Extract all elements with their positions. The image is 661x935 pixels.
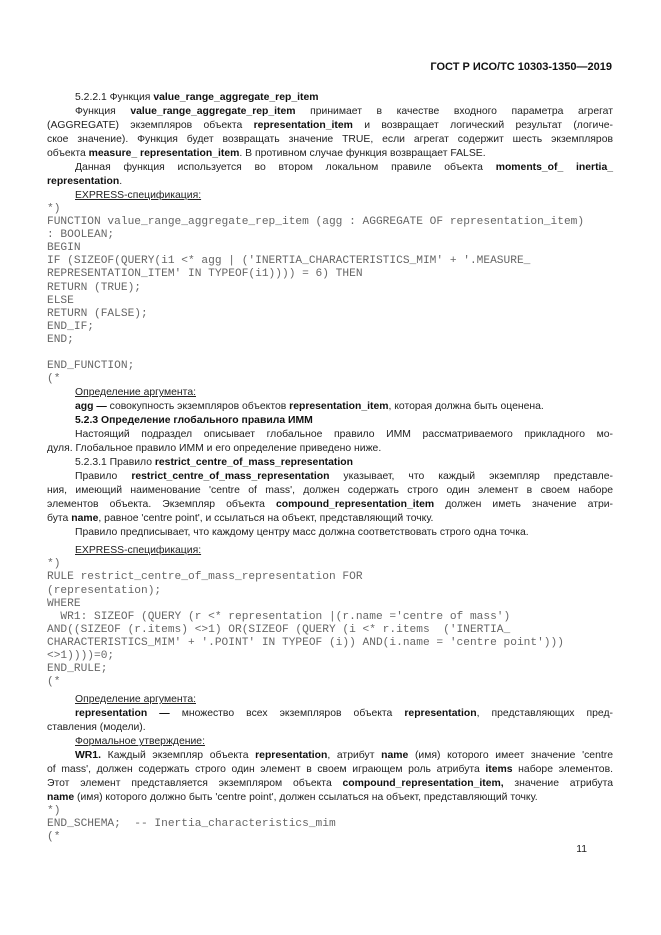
text-run: множество всех экземпляров объекта <box>181 708 405 720</box>
code-line: (representation); <box>47 584 162 597</box>
text-run: Данная функция используется во втором локальном правиле объекта <box>75 162 496 173</box>
bold-term: — <box>93 401 110 413</box>
text-line <box>47 400 613 414</box>
code-line: RETURN (FALSE); <box>47 307 148 320</box>
text-run: ское значение). Функция будет возвращать значение TRUE, если агрегат содержит шесть экземпляров <box>47 134 613 145</box>
bold-term: agg <box>75 401 94 413</box>
bold-term: representation_item <box>289 401 389 413</box>
section-label: Формальное утверждение: <box>75 736 205 748</box>
bold-term: representation <box>47 176 120 187</box>
text-run: of mass', должен содержать строго один элемент в своем играющем роль атрибута <box>47 764 486 776</box>
text-run: , представляющих пред- <box>476 708 613 720</box>
code-line: END_FUNCTION; <box>47 360 135 373</box>
section-heading <box>47 456 613 470</box>
bold-term: representation <box>255 750 328 762</box>
text-line <box>47 133 613 147</box>
text-run: Функция <box>75 106 131 117</box>
bold-term: name <box>47 792 75 804</box>
text-run: , атрибут <box>327 750 382 762</box>
text-run: Правило <box>75 471 132 483</box>
text-line <box>47 428 613 442</box>
text-run: объекта <box>47 148 89 159</box>
text-line <box>47 707 613 721</box>
code-line: END_SCHEMA; -- Inertia_characteristics_mim <box>47 818 336 831</box>
page-number: 11 <box>576 844 587 855</box>
text-run: указывает, что каждый экземпляр представле- <box>329 471 613 483</box>
code-line: WR1: SIZEOF (QUERY (r <* representation |(r.name ='centre of mass') <box>47 610 511 623</box>
bold-term: representation <box>404 708 477 720</box>
code-line: BEGIN <box>47 242 81 255</box>
text-run: принимает в качестве входного параметра агрегат <box>295 106 613 117</box>
text-line <box>47 119 613 133</box>
document-body <box>47 91 613 845</box>
text-run: . <box>119 176 123 187</box>
code-line: CHARACTERISTICS_MIM' + '.POINT' IN TYPEOF (i)) AND(i.name = 'centre point'))) <box>47 636 571 649</box>
bold-term: compound_representation_item <box>275 499 435 511</box>
text-run: значение атрибута <box>503 778 613 790</box>
bold-term: compound_representation_item, <box>342 778 504 790</box>
text-run: элементов объекта. Экземпляр объекта <box>47 499 276 511</box>
text-line <box>47 105 613 119</box>
code-line: FUNCTION value_range_aggregate_rep_item (agg : AGGREGATE OF representation_item) <box>47 216 585 229</box>
text-run: должен иметь значение атри- <box>434 499 613 511</box>
code-line: *) <box>47 558 61 571</box>
bold-term: 5.2.3 Определение глобального правила ИММ <box>75 415 313 427</box>
text-line <box>47 414 613 428</box>
bold-term: value_range_aggregate_rep_item <box>153 92 319 103</box>
code-line: IF (SIZEOF(QUERY(i1 <* agg | ('INERTIA_CHARACTERISTICS_MIM' + '.MEASURE_ <box>47 255 531 268</box>
paragraph <box>47 470 613 526</box>
text-run: 5.2.2.1 Функция <box>75 92 154 103</box>
text-line <box>47 91 613 105</box>
paragraph <box>47 161 613 189</box>
code-line: REPRESENTATION_ITEM' IN TYPEOF(i1)))) = 6) THEN <box>47 268 363 281</box>
text-line <box>47 175 613 189</box>
code-line: : BOOLEAN; <box>47 229 115 242</box>
code-line: (* <box>47 676 61 689</box>
text-run: 5.2.3.1 Правило <box>75 457 155 469</box>
section-heading <box>47 414 613 428</box>
section-label: EXPRESS-спецификация: <box>75 545 202 557</box>
text-run: бута <box>47 513 72 525</box>
code-line: AND((SIZEOF (r.items) <>1) OR(SIZEOF (QUERY (i <* r.items ('INERTIA_ <box>47 623 511 636</box>
code-line <box>47 347 613 360</box>
section-heading <box>47 91 613 105</box>
text-run: Этот элемент представляется экземпляром объекта <box>47 778 343 790</box>
text-line <box>47 777 613 791</box>
text-run: дуля. Глобальное правило ИММ и его определение приведено ниже. <box>47 443 382 455</box>
text-run: Правило предписывает, что каждому центру масс должна соответствовать строго одна точка. <box>75 527 529 539</box>
code-line: RETURN (TRUE); <box>47 281 141 294</box>
paragraph <box>47 400 613 414</box>
bold-term: name <box>71 513 99 525</box>
express-code-block <box>47 203 613 386</box>
paragraph <box>47 428 613 456</box>
text-run: Каждый экземпляр объекта <box>100 750 256 762</box>
code-line: ELSE <box>47 294 74 307</box>
code-line: (* <box>47 831 61 844</box>
bold-term: WR1. <box>75 750 101 762</box>
section-label: Определение аргумента: <box>75 387 196 399</box>
text-run: и возвращает логический результат (логиче- <box>352 120 613 131</box>
bold-term: items <box>485 764 513 776</box>
text-run: (имя) которого должно быть 'centre point', должен ссылаться на объект, представляющий точку. <box>74 792 538 804</box>
text-line <box>47 526 613 540</box>
text-line <box>47 721 613 735</box>
bold-term: measure_ representation_item <box>88 148 240 159</box>
express-code-block <box>47 805 613 844</box>
paragraph <box>47 526 613 540</box>
paragraph <box>47 749 613 805</box>
text-run: . В противном случае функция возвращает FALSE. <box>239 148 486 159</box>
text-line <box>47 456 613 470</box>
code-line: (* <box>47 373 61 386</box>
text-run: ния, имеющий наименование 'centre of mass', должен содержать строго один элемент в своем наборе <box>47 485 613 497</box>
text-line <box>47 161 613 175</box>
text-run: (AGGREGATE) экземпляров объекта <box>47 120 254 131</box>
code-line: WHERE <box>47 597 81 610</box>
document-header: ГОСТ Р ИСО/ТС 10303-1350—2019 <box>430 61 612 73</box>
text-run: , равное 'centre point', и ссылаться на объект, представляющий точку. <box>98 513 434 525</box>
text-run: совокупность экземпляров объектов <box>109 401 290 413</box>
text-line <box>47 512 613 526</box>
code-line: END; <box>47 333 74 346</box>
bold-term: name <box>381 750 409 762</box>
text-line <box>47 498 613 512</box>
code-line: *) <box>47 805 61 818</box>
bold-term: representation <box>75 708 148 720</box>
bold-term: restrict_centre_of_mass_representation <box>131 471 330 483</box>
express-code-block <box>47 558 613 689</box>
bold-term: restrict_centre_of_mass_representation <box>154 457 353 469</box>
text-line <box>47 763 613 777</box>
text-run: Настоящий подраздел описывает глобальное правило ИММ рассматриваемого прикладного мо- <box>75 429 613 441</box>
text-line <box>47 147 613 161</box>
bold-term: value_range_aggregate_rep_item <box>130 106 296 117</box>
bold-term: representation_item <box>253 120 353 131</box>
text-run: наборе элементов. <box>512 764 613 776</box>
text-line <box>47 749 613 763</box>
text-run: ставления (модели). <box>47 722 146 734</box>
code-line: RULE restrict_centre_of_mass_representation FOR <box>47 571 363 584</box>
section-label: EXPRESS-спецификация: <box>75 190 202 201</box>
text-run: , которая должна быть оценена. <box>388 401 544 413</box>
text-line <box>47 484 613 498</box>
text-line <box>47 791 613 805</box>
paragraph <box>47 707 613 735</box>
code-line: END_RULE; <box>47 663 108 676</box>
bold-term: — <box>147 708 182 720</box>
text-run: (имя) которого имеет значение 'centre <box>408 750 613 762</box>
code-line: *) <box>47 203 61 215</box>
code-line: END_IF; <box>47 320 94 333</box>
paragraph <box>47 105 613 161</box>
code-line: <>1))))=0; <box>47 649 115 662</box>
text-line <box>47 442 613 456</box>
bold-term: moments_of_ inertia_ <box>495 162 613 173</box>
section-label: Определение аргумента: <box>75 694 196 706</box>
text-line <box>47 470 613 484</box>
